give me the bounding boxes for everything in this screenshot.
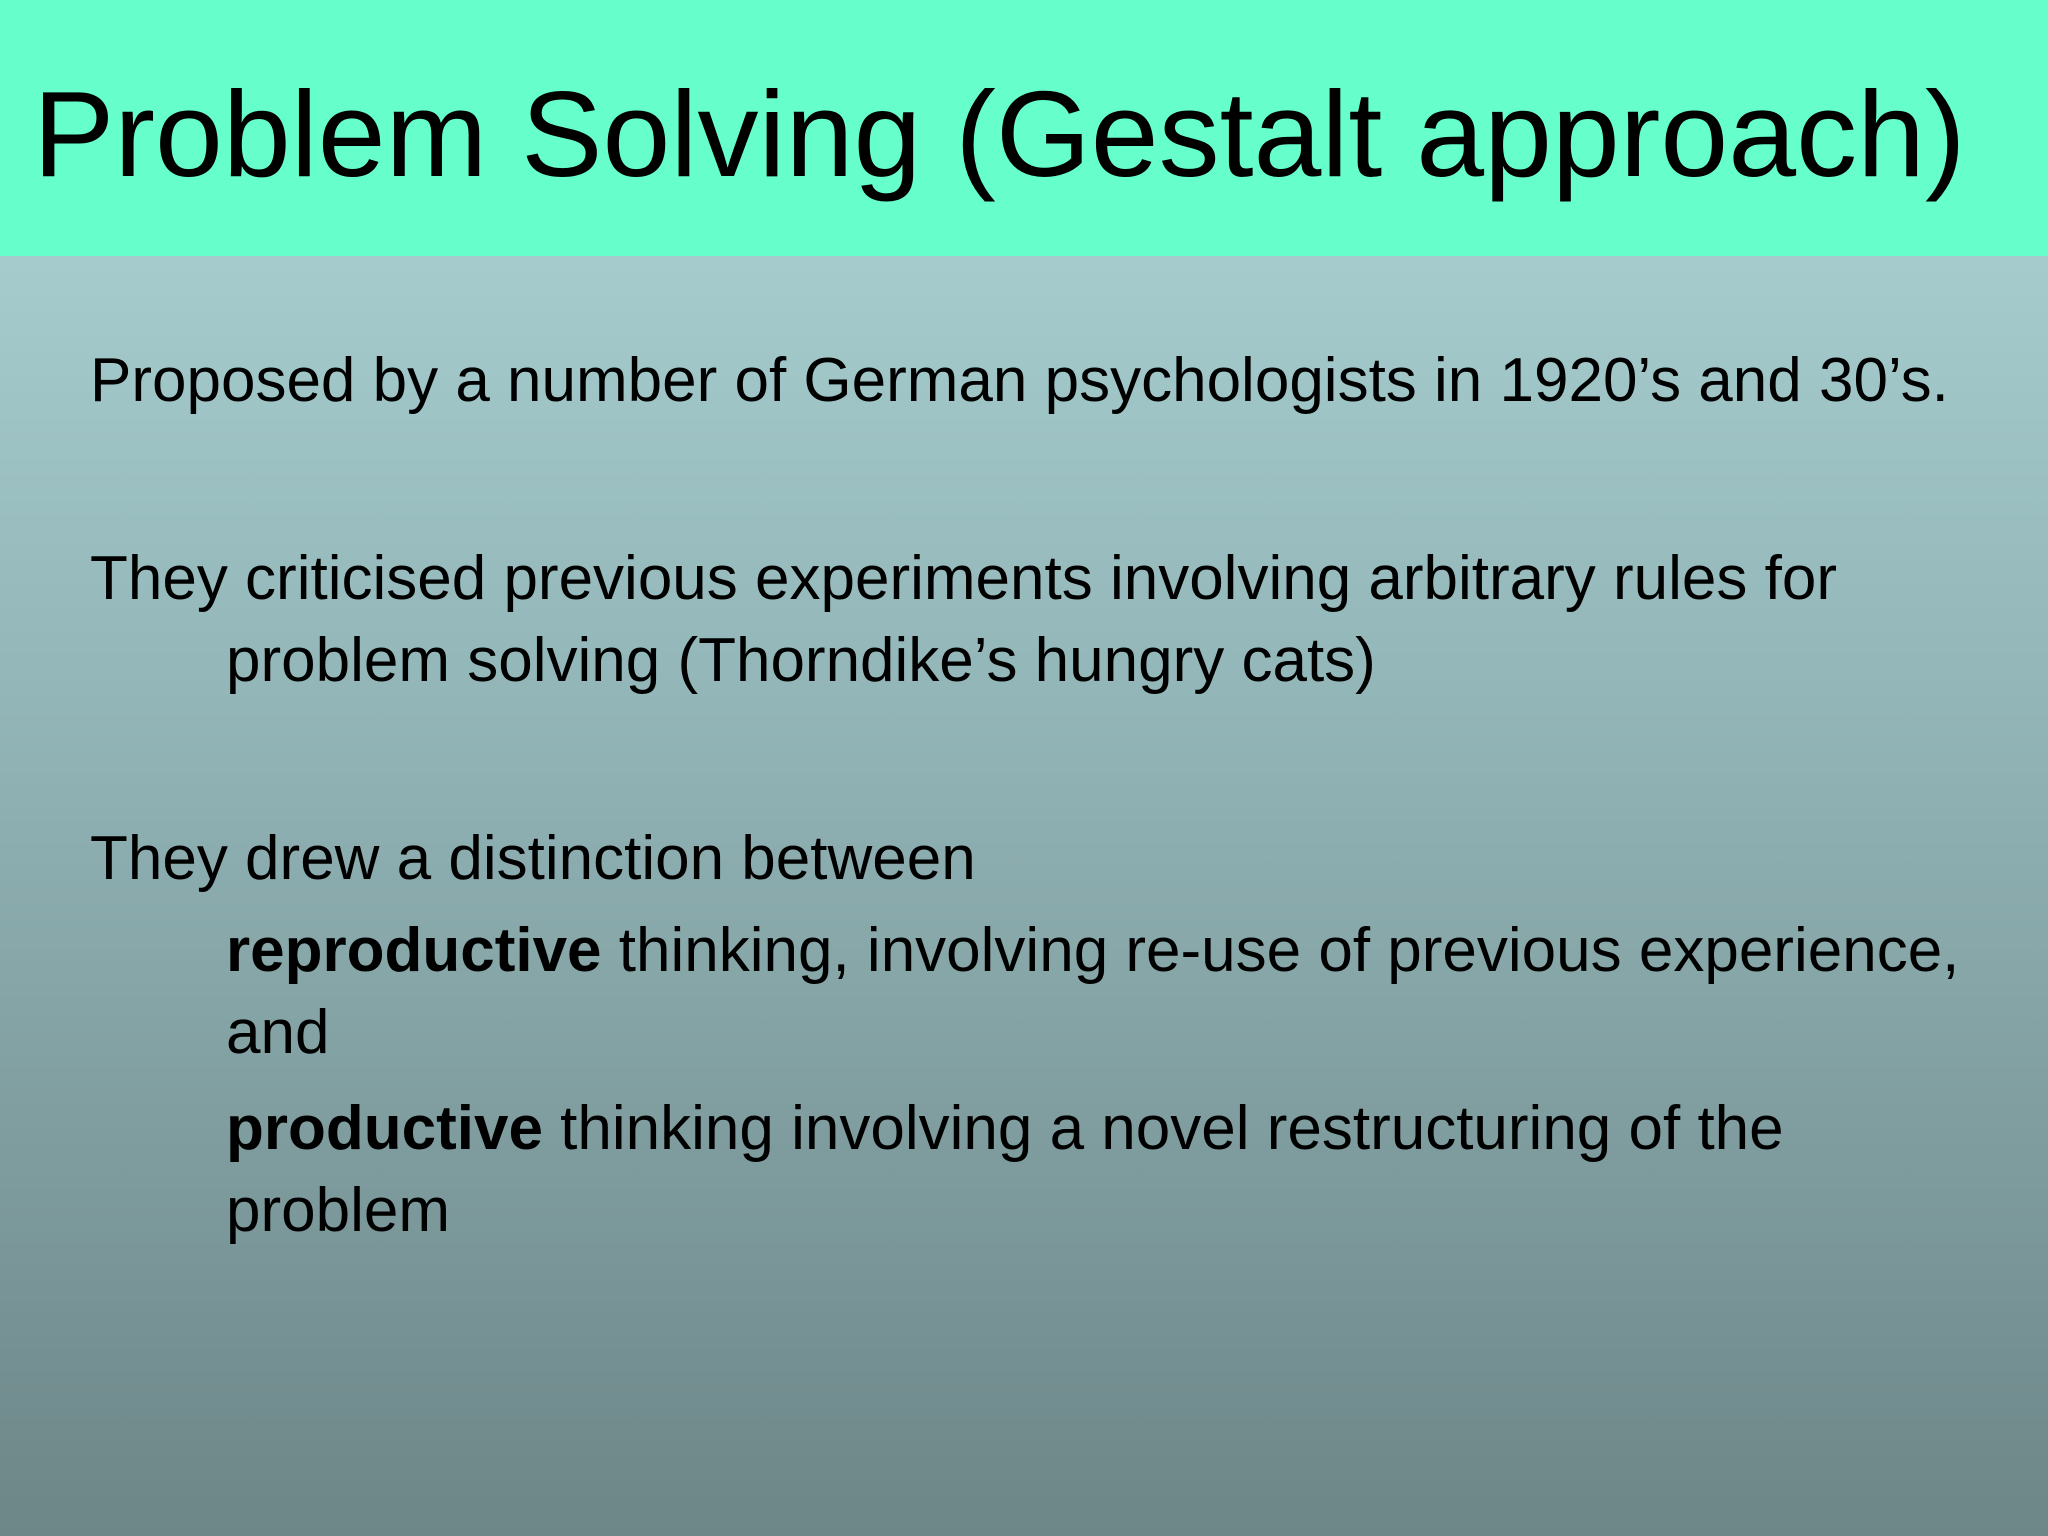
bullet-point-2: They criticised previous experiments involving arbitrary rules for problem solving (Thorndike’s hungry cats)	[90, 544, 1837, 695]
bullet-point-1: Proposed by a number of German psychologists in 1920’s and 30’s.	[90, 346, 1949, 415]
sub-point-reproductive-text: thinking, involving re-use of previous experience, and	[226, 916, 1960, 1067]
sub-point-productive	[226, 1088, 1990, 1252]
term-productive: productive	[226, 1094, 543, 1163]
slide-title: Problem Solving (Gestalt approach)	[33, 66, 1966, 202]
slide-body	[90, 340, 1990, 1266]
term-reproductive: reproductive	[226, 916, 602, 985]
bullet-point-3: They drew a distinction between	[90, 824, 976, 893]
sub-point-productive-text: thinking involving a novel restructuring of the problem	[226, 1094, 1784, 1245]
title-band	[0, 0, 2048, 256]
sub-point-reproductive	[226, 910, 1990, 1074]
